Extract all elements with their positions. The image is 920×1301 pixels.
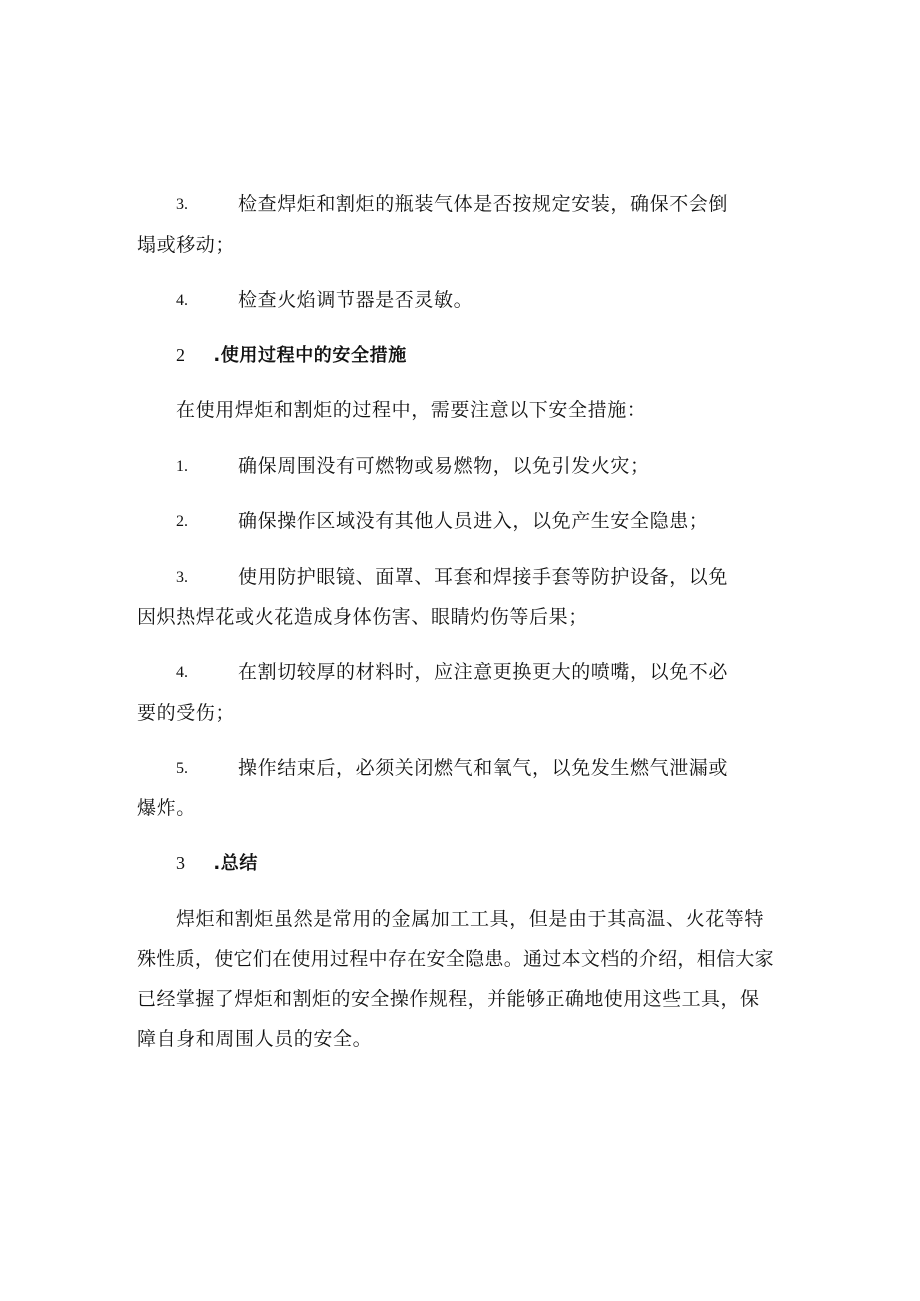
- list-item-text: 使用防护眼镜、面罩、耳套和焊接手套等防护设备，以免: [238, 566, 729, 588]
- list-item-number: 5.: [176, 760, 188, 777]
- section-title: .总结: [213, 853, 258, 874]
- list-item-text-continued: 要的受伤；: [137, 702, 236, 724]
- summary-paragraph-line: 已经掌握了焊炬和割炬的安全操作规程，并能够正确地使用这些工具，保: [137, 988, 760, 1010]
- section-heading: [176, 343, 407, 368]
- summary-paragraph-line: 殊性质，使它们在使用过程中存在安全隐患。通过本文档的介绍，相信大家: [137, 948, 774, 970]
- list-item-text: 确保周围没有可燃物或易燃物，以免引发火灾；: [238, 455, 650, 477]
- list-item-number: 1.: [176, 458, 188, 475]
- list-item-number: 3.: [176, 196, 188, 213]
- list-item-number: 4.: [176, 292, 188, 309]
- list-item-text: 操作结束后，必须关闭燃气和氧气，以免发生燃气泄漏或: [238, 757, 729, 779]
- list-item-text-continued: 因炽热焊花或火花造成身体伤害、眼睛灼伤等后果；: [137, 606, 588, 628]
- list-item-text-continued: 爆炸。: [137, 797, 196, 819]
- list-item-number: 2.: [176, 513, 188, 530]
- list-item-text: 在割切较厚的材料时，应注意更换更大的喷嘴，以免不必: [238, 661, 729, 683]
- list-item-text: 检查火焰调节器是否灵敏。: [238, 289, 474, 311]
- summary-paragraph-line: 焊炬和割炬虽然是常用的金属加工工具，但是由于其高温、火花等特: [176, 908, 765, 930]
- list-item-text: 确保操作区域没有其他人员进入，以免产生安全隐患；: [238, 510, 709, 532]
- list-item-text-continued: 塌或移动；: [137, 234, 236, 256]
- list-item-number: 4.: [176, 664, 188, 681]
- list-item-text: 检查焊炬和割炬的瓶装气体是否按规定安装，确保不会倒: [238, 193, 729, 215]
- section-title: .使用过程中的安全措施: [213, 345, 407, 366]
- summary-paragraph-line: 障自身和周围人员的安全。: [137, 1028, 373, 1050]
- section-heading: [176, 851, 258, 876]
- list-item-number: 3.: [176, 569, 188, 586]
- section-number: 2: [176, 345, 186, 365]
- section-number: 3: [176, 853, 186, 873]
- section-intro: 在使用焊炬和割炬的过程中，需要注意以下安全措施：: [176, 399, 647, 421]
